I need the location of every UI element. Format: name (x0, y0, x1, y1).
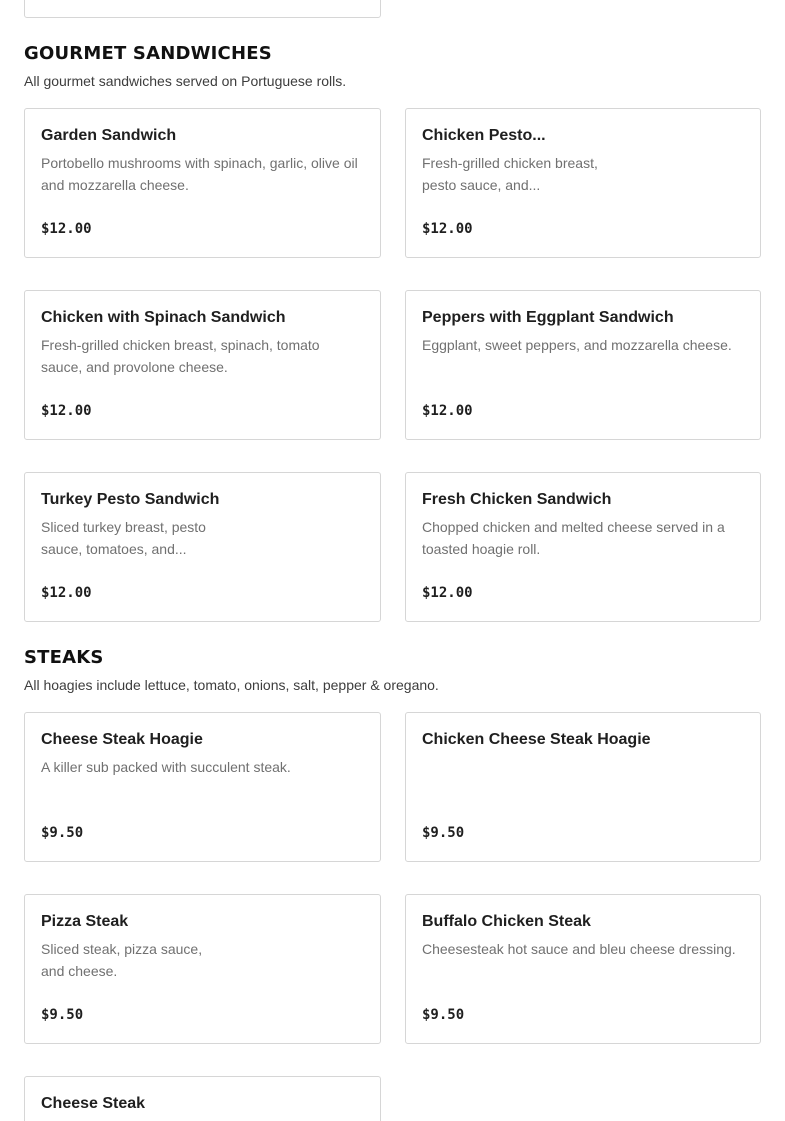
menu-item-name: Chicken Cheese Steak Hoagie (422, 731, 651, 748)
menu-item-name: Chicken with Spinach Sandwich (41, 309, 286, 326)
menu-item-name: Cheese Steak (41, 1095, 146, 1112)
menu-item-name: Peppers with Eggplant Sandwich (422, 309, 674, 326)
menu-item-price: $12.00 (41, 403, 92, 419)
menu-item-card-garden-sandwich[interactable] (24, 108, 381, 258)
menu-item-description: Sliced turkey breast, pesto sauce, tomatoes, and... (41, 519, 206, 557)
menu-item-price: $9.50 (41, 1007, 84, 1023)
menu-item-description: Fresh-grilled chicken breast, spinach, tomato sauce, and provolone cheese. (41, 337, 320, 375)
menu-item-card-fresh-chicken-sandwich[interactable] (405, 472, 761, 622)
menu-item-name: Turkey Pesto Sandwich (41, 491, 220, 508)
section-subtitle-steaks: All hoagies include lettuce, tomato, onions, salt, pepper & oregano. (24, 677, 439, 693)
menu-item-name: Buffalo Chicken Steak (422, 913, 591, 930)
menu-item-card-chicken-pesto[interactable] (405, 108, 761, 258)
menu-item-price: $12.00 (41, 221, 92, 237)
menu-item-card-cheese-steak[interactable] (24, 1076, 381, 1121)
menu-item-card-chicken-spinach-sandwich[interactable] (24, 290, 381, 440)
menu-item-card-partial[interactable] (24, 0, 381, 18)
menu-item-price: $9.50 (422, 1007, 465, 1023)
menu-item-card-peppers-eggplant-sandwich[interactable] (405, 290, 761, 440)
menu-item-name: Fresh Chicken Sandwich (422, 491, 612, 508)
menu-item-description: A killer sub packed with succulent steak. (41, 759, 291, 775)
menu-item-description: Chopped chicken and melted cheese served in a toasted hoagie roll. (422, 519, 725, 557)
menu-item-description: Cheesesteak hot sauce and bleu cheese dressing. (422, 941, 736, 957)
menu-item-name: Pizza Steak (41, 913, 129, 930)
menu-item-card-chicken-cheese-steak-hoagie[interactable] (405, 712, 761, 862)
menu-item-card-buffalo-chicken-steak[interactable] (405, 894, 761, 1044)
section-title-gourmet-sandwiches: GOURMET SANDWICHES (24, 43, 272, 64)
menu-item-description: Eggplant, sweet peppers, and mozzarella cheese. (422, 337, 732, 353)
menu-item-name: Cheese Steak Hoagie (41, 731, 203, 748)
menu-item-price: $12.00 (422, 221, 473, 237)
menu-item-name: Garden Sandwich (41, 127, 177, 144)
menu-item-card-pizza-steak[interactable] (24, 894, 381, 1044)
menu-item-name: Chicken Pesto... (422, 127, 546, 144)
menu-item-card-turkey-pesto-sandwich[interactable] (24, 472, 381, 622)
menu-item-price: $9.50 (422, 825, 465, 841)
menu-item-price: $9.50 (41, 825, 84, 841)
menu-item-price: $12.00 (422, 403, 473, 419)
menu-item-description: Portobello mushrooms with spinach, garlic, olive oil and mozzarella cheese. (41, 155, 358, 193)
menu-item-price: $12.00 (422, 585, 473, 601)
menu-item-description: Sliced steak, pizza sauce, and cheese. (41, 941, 203, 979)
menu-item-card-cheese-steak-hoagie[interactable] (24, 712, 381, 862)
section-subtitle-gourmet-sandwiches: All gourmet sandwiches served on Portuguese rolls. (24, 73, 347, 89)
menu-item-price: $12.00 (41, 585, 92, 601)
section-title-steaks: STEAKS (24, 647, 104, 668)
menu-item-description: Fresh-grilled chicken breast, pesto sauce, and... (422, 155, 598, 193)
